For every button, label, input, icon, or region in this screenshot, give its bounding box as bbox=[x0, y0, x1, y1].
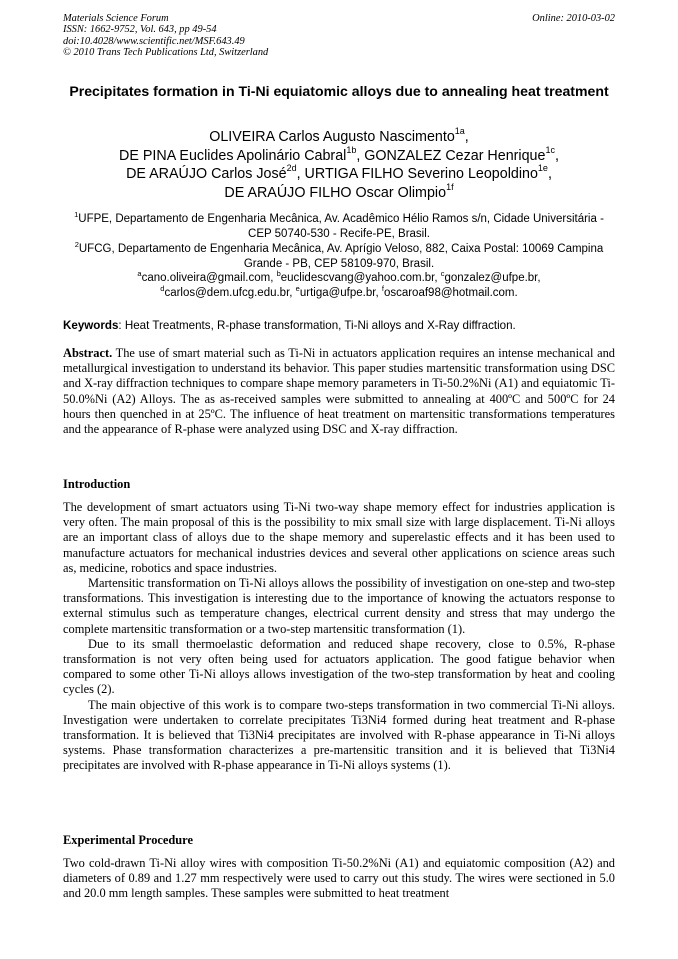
paragraph: The development of smart actuators using Ti-Ni two-way shape memory effect for industries application is very often. The main proposal of this is the possibility to mix small size with large displacement. Ti-Ni alloys are an important class of alloys due to the shape memory and superelastic effects and it has been used to manufacture actuators for mechanical industries devices and several other applications on science areas such as, medicine, robotics and space industries. bbox=[63, 500, 615, 575]
online-date: Online: 2010-03-02 bbox=[532, 13, 615, 24]
email-link[interactable]: gonzalez@ufpe.br bbox=[444, 272, 538, 284]
author-name: OLIVEIRA Carlos Augusto Nascimento bbox=[209, 129, 455, 145]
introduction-body bbox=[63, 500, 615, 774]
email-line: $^d$carlos@dem.ufcg.edu.br, $^e$urtiga@ufpe.br, $^f$oscaroaf98@hotmail.com. bbox=[160, 284, 518, 299]
paragraph: Martensitic transformation on Ti-Ni alloys allows the possibility of investigation on one-step and two-step transformations. This investigation is interesting due to the importance of knowing the actuators response to external stimulus such as temperature changes, electrical current density and stress that may undergo the complete martensitic transformation or a two-step martensitic transformation (1). bbox=[63, 576, 615, 636]
keywords bbox=[63, 318, 615, 333]
abstract-label: Abstract. bbox=[63, 346, 113, 360]
affiliations bbox=[62, 212, 616, 272]
author-sup: 1e bbox=[537, 163, 548, 174]
keywords-text: : Heat Treatments, R-phase transformation, Ti-Ni alloys and X-Ray diffraction. bbox=[118, 319, 516, 332]
email-link[interactable]: euclidescvang@yahoo.com.br bbox=[280, 272, 435, 284]
author-name: DE ARAÚJO Carlos José bbox=[126, 166, 287, 182]
author-name: URTIGA FILHO Severino Leopoldino bbox=[304, 166, 538, 182]
affiliation: $^1$UFPE, Departamento de Engenharia Mecânica, Av. Acadêmico Hélio Ramos s/n, Cidade Universitária - CEP 50740-530 - Recife-PE, Brasil. bbox=[74, 210, 604, 240]
issn-line: ISSN: 1662-9752, Vol. 643, pp 49-54 bbox=[63, 24, 217, 36]
journal-header bbox=[63, 13, 268, 59]
section-heading-experimental: Experimental Procedure bbox=[63, 833, 193, 847]
experimental-body bbox=[63, 856, 615, 902]
affiliation: $^2$UFCG, Departamento de Engenharia Mecânica, Av. Aprígio Veloso, 882, Caixa Postal: 10069 Campina Grande - PB, CEP 58109-970, Brasil. bbox=[74, 240, 604, 270]
copyright-line: © 2010 Trans Tech Publications Ltd, Switzerland bbox=[63, 47, 269, 59]
author-sup: 2d bbox=[286, 163, 297, 174]
author-name: GONZALEZ Cezar Henrique bbox=[364, 147, 546, 164]
email-link[interactable]: cano.oliveira@gmail.com bbox=[141, 272, 271, 284]
author-sup: 1f bbox=[446, 181, 454, 192]
author-name: DE PINA Euclides Apolinário Cabral bbox=[119, 147, 347, 164]
email-line: $^a$cano.oliveira@gmail.com, $^b$euclidescvang@yahoo.com.br, $^c$gonzalez@ufpe.br, bbox=[137, 269, 541, 284]
journal-name: Materials Science Forum bbox=[63, 13, 169, 24]
author-sup: 1c bbox=[545, 144, 555, 155]
email-list bbox=[62, 271, 616, 301]
paragraph: The main objective of this work is to compare two-steps transformation in two commercial Ti-Ni alloys. Investigation were undertaken to correlate precipitates Ti3Ni4 formed during heat treatment and R-phase transformation. It is believed that Ti3Ni4 precipitates are involved with R-phase appearance in Ti-Ni alloys systems. Phase transformation characterizes a pre-martensitic transition and it is believed that Ti3Ni4 precipitates are involved with R-phase appearance in Ti-Ni alloys systems (1). bbox=[63, 697, 615, 773]
keywords-label: Keywords bbox=[63, 319, 119, 332]
abstract-text: The use of smart material such as Ti-Ni in actuators application requires an intense mechanical and metallurgical investigation to understand its behavior. This paper studies martensitic transformation using DSC and X-ray diffraction techniques to compare shape memory parameters in Ti-50.2%Ni (A1) and equiatomic Ti-50.0%Ni (A2) Alloys. The as as-received samples were submitted to annealing at 400ºC and 500ºC for 24 hours then quenched in at 25ºC. The influence of heat treatment on martensitic transformations temperatures and the appearance of R-phase were analyzed using DSC and X-ray diffraction. bbox=[63, 346, 616, 437]
paragraph: Due to its small thermoelastic deformation and reduced shape recovery, close to 0.5%, R-phase transformation is not very often being used for actuators application. The good fatigue behavior when compared to some other Ti-Ni alloys allows investigation of the two-step transformation by heat and cooling cycles (2). bbox=[63, 636, 615, 697]
author-list: OLIVEIRA Carlos Augusto Nascimento$^{1a}$, DE PINA Euclides Apolinário Cabral$^{1b}$, GONZALEZ Cezar Henrique$^{1c}$, DE ARAÚJO Carlos José$^{2d}$, URTIGA FILHO Severino Leopoldino$^{1e}$, DE ARAÚJO FILHO Oscar Olimpio$^{1f}$ bbox=[119, 126, 559, 201]
email-link[interactable]: oscaroaf98@hotmail.com bbox=[383, 287, 515, 299]
section-heading-introduction: Introduction bbox=[63, 477, 131, 491]
author-name: DE ARAÚJO FILHO Oscar Olimpio bbox=[224, 184, 447, 201]
email-link[interactable]: carlos@dem.ufcg.edu.br bbox=[164, 287, 290, 299]
author-sup: 1a bbox=[454, 126, 465, 137]
doi-line: doi:10.4028/www.scientific.net/MSF.643.49 bbox=[63, 35, 245, 47]
author-sup: 1b bbox=[346, 144, 357, 155]
paper-title: Precipitates formation in Ti-Ni equiatomic alloys due to annealing heat treatment bbox=[69, 83, 609, 99]
paragraph: Two cold-drawn Ti-Ni alloy wires with composition Ti-50.2%Ni (A1) and equiatomic composition (A2) and diameters of 0.89 and 1.27 mm respectively were used to carry out this study. The wires were sectioned in 5.0 and 20.0 mm length samples. These samples were submitted to heat treatment bbox=[63, 856, 615, 901]
email-link[interactable]: urtiga@ufpe.br bbox=[299, 287, 376, 299]
abstract bbox=[63, 346, 615, 437]
